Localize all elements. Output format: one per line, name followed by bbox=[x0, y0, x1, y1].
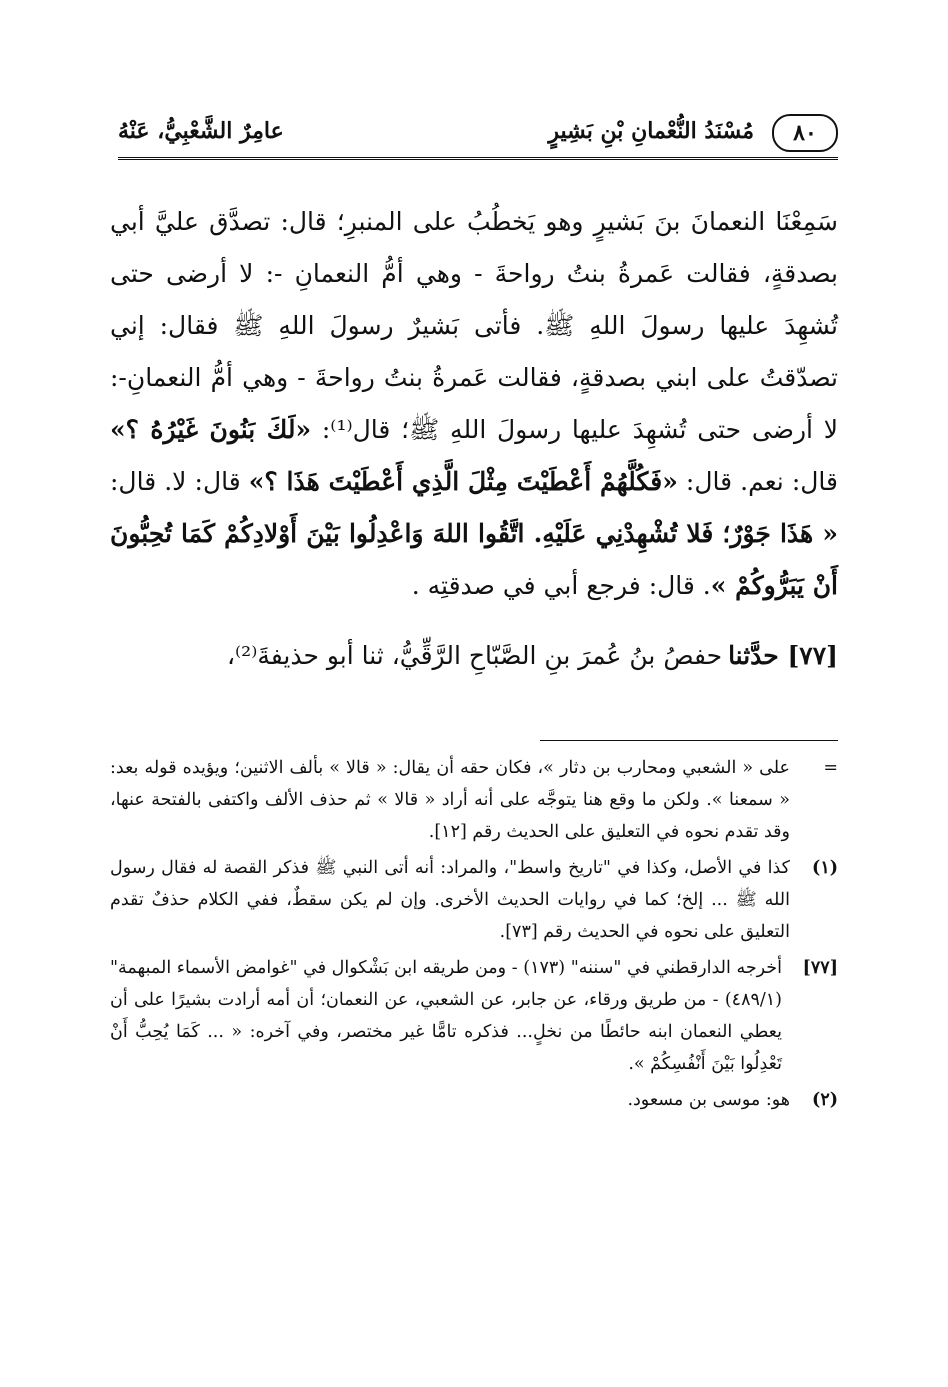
narration-text: . قال: فرجع أبي في صدقتِه . bbox=[411, 571, 711, 600]
hadith-number: [٧٧] حدَّثنا bbox=[728, 641, 838, 670]
narration-text: سَمِعْنَا النعمانَ بنَ بَشيرٍ وهو يَخطُبُ على المنبرِ؛ قال: تصدَّق عليَّ أبي بصدقةٍ، فقالت عَمرةُ بنتُ رواحةَ - وهي أمُّ النعمانِ -: لا أرضى حتى تُشهِدَ عليها رسولَ اللهِ ﷺ. فأتى بَشيرٌ رسولَ اللهِ ﷺ فقال: إني تصدّقتُ على ابني بصدقةٍ، فقالت عَمرةُ بنتُ رواحةَ - وهي أمُّ النعمانِ-: لا أرضى حتى تُشهِدَ عليها رسولَ اللهِ ﷺ؛ قال⁽¹⁾: bbox=[110, 207, 838, 444]
footnote-2 bbox=[110, 1084, 838, 1116]
prophetic-saying: «فَكُلَّهُمْ أَعْطَيْتَ مِثْلَ الَّذِي أَعْطَيْتَ هَذَا ؟» bbox=[248, 467, 678, 496]
footnotes bbox=[110, 752, 838, 1120]
prophetic-saying: « هَذَا جَوْرٌ؛ فَلا تُشْهِدْنِي عَلَيْهِ. اتَّقُوا اللهَ وَاعْدِلُوا بَيْنَ أَوْلادِكُمْ كَمَا تُحِبُّونَ أَنْ يَبَرُّوكُمْ » bbox=[110, 519, 838, 600]
footnote-marker: [٧٧] bbox=[802, 958, 838, 978]
footnote-text: هو: موسى بن مسعود. bbox=[627, 1090, 790, 1110]
footnote-77 bbox=[110, 952, 838, 1080]
narration-text: قال: نعم. قال: bbox=[677, 467, 838, 496]
footnote-marker: (١) bbox=[812, 858, 838, 878]
header-divider bbox=[118, 157, 838, 160]
isnad-text: حفصُ بنُ عُمرَ بنِ الصَّبّاحِ الرَّقِّيُّ، ثنا أبو حذيفةَ⁽²⁾، bbox=[226, 641, 723, 670]
footnote-text: كذا في الأصل، وكذا في "تاريخ واسط"، والمراد: أنه أتى النبي ﷺ فذكر القصة له فقال رسول الله ﷺ ... إلخ؛ كما في روايات الحديث الأخرى. وإن لم يكن سقطٌ، ففي الكلام حذفٌ تقدم التعليق على نحوه في الحديث رقم [٧٣]. bbox=[110, 858, 790, 942]
footnote-text: أخرجه الدارقطني في "سننه" (١٧٣) - ومن طريقه ابن بَشْكوال في "غوامض الأسماء المبهمة" (٤٨٩/١) - من طريق ورقاء، عن جابر، عن الشعبي، عن النعمان؛ أن أمه أرادت بشيرًا على أن يعطي النعمان ابنه حائطًا من نخلٍ... فذكره تامًّا غير مختصر، وفي آخره: « ... كَمَا يُحِبُّ أَنْ تَعْدِلُوا بَيْنَ أَنْفُسِكُمْ ». bbox=[110, 958, 782, 1074]
hadith-paragraph-76 bbox=[110, 196, 838, 612]
main-text bbox=[110, 196, 838, 682]
footnote-divider bbox=[540, 740, 838, 741]
prophetic-saying: «لَكَ بَنُونَ غَيْرُهُ ؟» bbox=[110, 415, 312, 444]
running-title: مُسْنَدُ النُّعْمانِ بْنِ بَشِيرٍ bbox=[548, 118, 754, 144]
footnote-marker: = bbox=[823, 758, 838, 778]
narration-text: قال: لا. قال: bbox=[110, 467, 249, 496]
footnote-1 bbox=[110, 852, 838, 948]
hadith-paragraph-77 bbox=[110, 630, 838, 682]
page-header bbox=[118, 110, 838, 152]
footnote-text: على « الشعبي ومحارب بن دثار »، فكان حقه أن يقال: « قالا » بألف الاثنين؛ ويؤيده قوله بعد: « سمعنا ». ولكن ما وقع هنا يتوجَّه على أنه أراد « قالا » ثم حذف الألف واكتفى بالفتحة عنها، وقد تقدم نحوه في التعليق على الحديث رقم [١٢]. bbox=[110, 758, 790, 842]
page-number: ٨٠ bbox=[772, 114, 838, 152]
footnote-continuation bbox=[110, 752, 838, 848]
footnote-marker: (٢) bbox=[812, 1090, 838, 1110]
running-subtitle: عامِرٌ الشَّعْبِيُّ، عَنْهُ bbox=[118, 118, 284, 144]
